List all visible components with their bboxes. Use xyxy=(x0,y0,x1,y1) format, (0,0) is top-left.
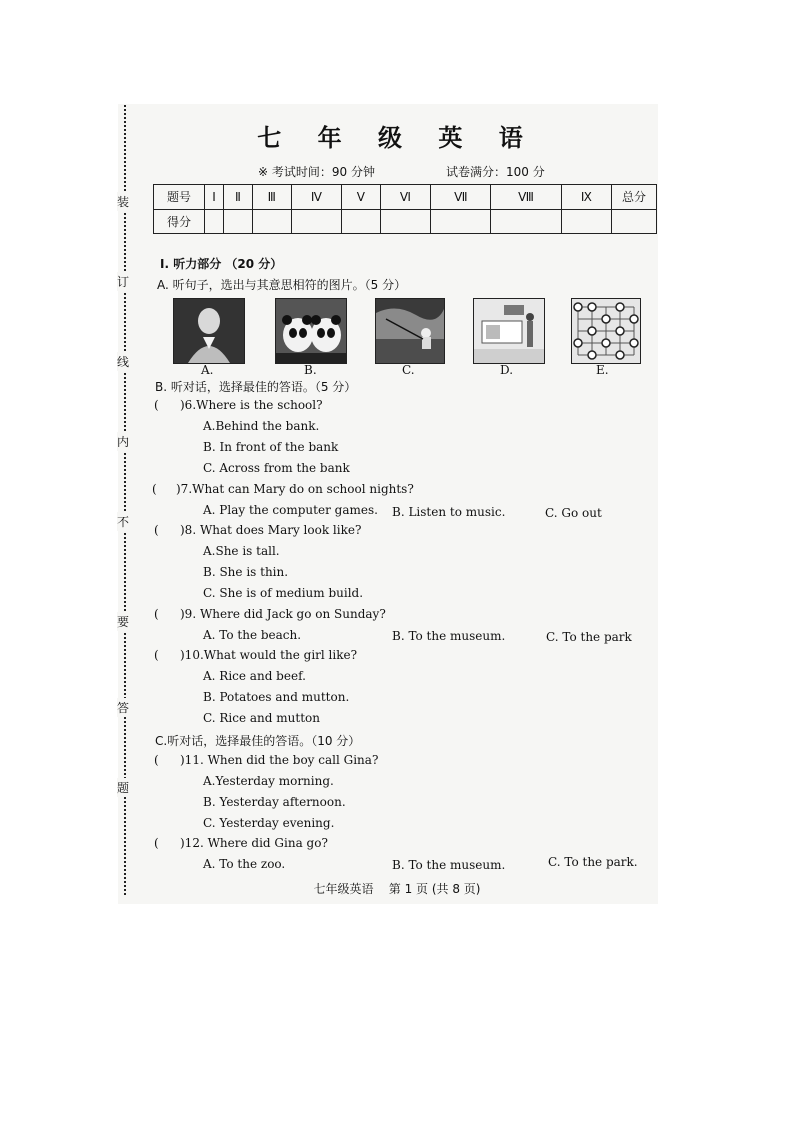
page-footer: 七年级英语 第 1 页 (共 8 页) xyxy=(313,882,481,896)
option: A. Play the computer games. xyxy=(203,503,378,517)
option: A.Behind the bank. xyxy=(203,419,320,433)
binding-char: 答 xyxy=(117,698,129,717)
question-stem: )11. When did the boy call Gina? xyxy=(180,753,379,767)
score-input-cell[interactable] xyxy=(431,209,491,234)
score-table-score-row xyxy=(154,209,657,234)
answer-blank[interactable]: ( xyxy=(154,753,159,767)
binding-dotted-line xyxy=(124,105,126,895)
question-stem: )12. Where did Gina go? xyxy=(180,836,328,850)
score-input-cell[interactable] xyxy=(205,209,224,234)
option: C. Across from the bank xyxy=(203,461,350,475)
option: B. She is thin. xyxy=(203,565,289,579)
option: A.Yesterday morning. xyxy=(203,774,334,788)
option: B. To the museum. xyxy=(392,858,506,872)
option: C. Yesterday evening. xyxy=(203,816,335,830)
score-cell: Ⅰ xyxy=(205,185,224,210)
picture-label: A. xyxy=(201,363,214,377)
binding-char: 内 xyxy=(117,432,129,451)
option: C. Rice and mutton xyxy=(203,711,320,725)
score-cell: 题号 xyxy=(154,185,205,210)
question-stem: )6.Where is the school? xyxy=(180,398,323,412)
score-input-cell[interactable] xyxy=(252,209,291,234)
binding-char: 要 xyxy=(117,612,129,631)
pandas-icon xyxy=(275,298,347,364)
score-input-cell[interactable] xyxy=(491,209,561,234)
part-b-instruction: B. 听对话，选择最佳的答语。（5 分） xyxy=(155,380,357,394)
picture-label: C. xyxy=(402,363,415,377)
picture-label: D. xyxy=(500,363,514,377)
fishing-icon xyxy=(375,298,445,364)
binding-char: 装 xyxy=(117,192,129,211)
score-input-cell[interactable] xyxy=(561,209,611,234)
binding-char: 线 xyxy=(117,352,129,371)
portrait-icon xyxy=(173,298,245,364)
option: C. Go out xyxy=(545,506,602,520)
score-table-header-row xyxy=(154,185,657,210)
score-cell: Ⅵ xyxy=(380,185,430,210)
score-row-label: 得分 xyxy=(154,209,205,234)
picture-label: B. xyxy=(304,363,317,377)
answer-blank[interactable]: ( xyxy=(152,482,157,496)
kitchen-icon xyxy=(473,298,545,364)
section-heading: Ⅰ. 听力部分 （20 分） xyxy=(160,257,283,271)
score-input-cell[interactable] xyxy=(612,209,657,234)
score-cell: Ⅱ xyxy=(224,185,253,210)
score-input-cell[interactable] xyxy=(380,209,430,234)
option: A.She is tall. xyxy=(203,544,280,558)
part-c-instruction: C.听对话，选择最佳的答语。（10 分） xyxy=(155,734,361,748)
score-table xyxy=(153,184,657,234)
score-cell: Ⅶ xyxy=(431,185,491,210)
question-stem: )9. Where did Jack go on Sunday? xyxy=(180,607,386,621)
option: C. To the park. xyxy=(548,855,638,869)
exam-time: ※ 考试时间：90 分钟 xyxy=(258,165,375,179)
option: A. To the beach. xyxy=(203,628,302,642)
chess-board-icon xyxy=(571,298,641,364)
score-cell: Ⅲ xyxy=(252,185,291,210)
score-cell: Ⅴ xyxy=(342,185,381,210)
score-cell: Ⅳ xyxy=(291,185,341,210)
answer-blank[interactable]: ( xyxy=(154,836,159,850)
option: A. To the zoo. xyxy=(203,857,286,871)
question-stem: )8. What does Mary look like? xyxy=(180,523,362,537)
question-stem: )7.What can Mary do on school nights? xyxy=(176,482,414,496)
picture-label: E. xyxy=(596,363,609,377)
binding-char: 不 xyxy=(117,512,129,531)
score-input-cell[interactable] xyxy=(291,209,341,234)
option: B. In front of the bank xyxy=(203,440,339,454)
answer-blank[interactable]: ( xyxy=(154,398,159,412)
option: C. To the park xyxy=(546,630,632,644)
answer-blank[interactable]: ( xyxy=(154,607,159,621)
score-input-cell[interactable] xyxy=(342,209,381,234)
part-a-instruction: A. 听句子，选出与其意思相符的图片。（5 分） xyxy=(157,278,407,292)
score-cell-total: 总分 xyxy=(612,185,657,210)
page-title: 七 年 级 英 语 xyxy=(257,124,537,152)
score-cell: Ⅷ xyxy=(491,185,561,210)
option: A. Rice and beef. xyxy=(203,669,306,683)
answer-blank[interactable]: ( xyxy=(154,648,159,662)
full-score: 试卷满分：100 分 xyxy=(446,165,545,179)
option: B. Yesterday afternoon. xyxy=(203,795,346,809)
option: C. She is of medium build. xyxy=(203,586,364,600)
option: B. Potatoes and mutton. xyxy=(203,690,350,704)
score-input-cell[interactable] xyxy=(224,209,253,234)
score-cell: Ⅸ xyxy=(561,185,611,210)
option: B. To the museum. xyxy=(392,629,506,643)
binding-char: 订 xyxy=(117,272,129,291)
question-stem: )10.What would the girl like? xyxy=(180,648,358,662)
answer-blank[interactable]: ( xyxy=(154,523,159,537)
binding-char: 题 xyxy=(117,778,129,797)
option: B. Listen to music. xyxy=(392,505,506,519)
